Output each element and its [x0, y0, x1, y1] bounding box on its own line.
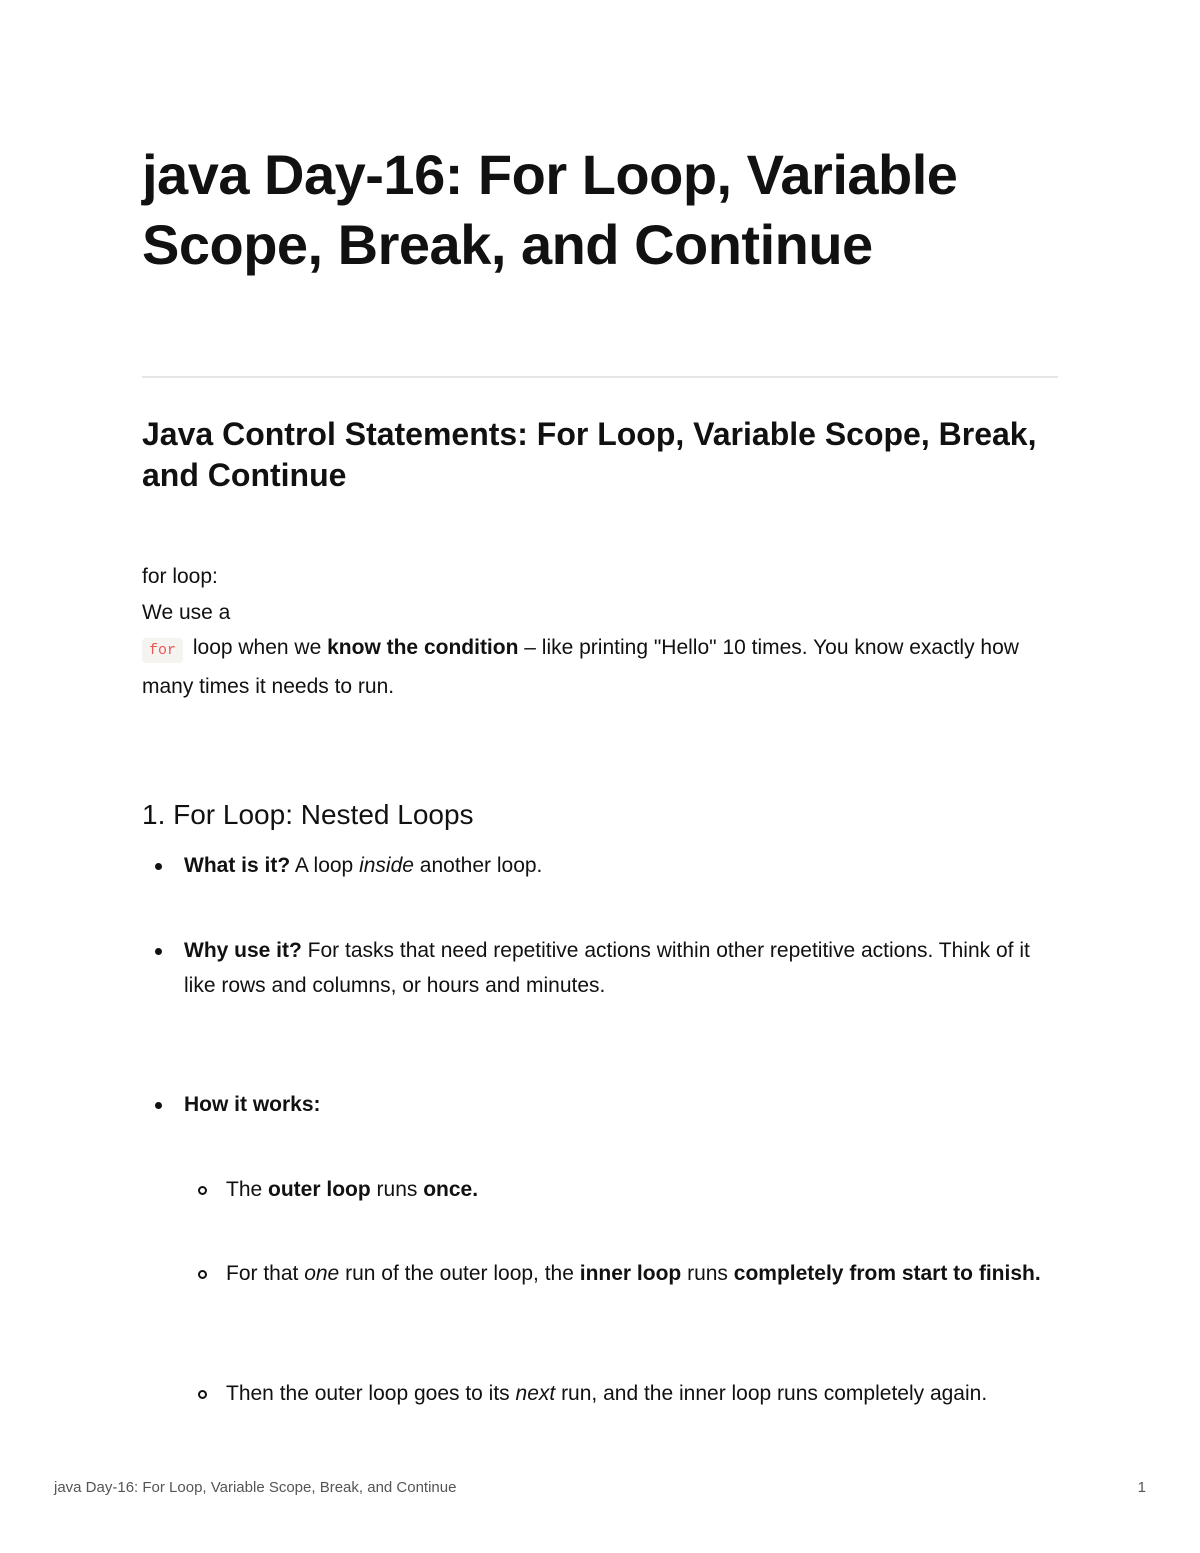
label-why: Why use it?: [184, 939, 302, 962]
intro-line-1: for loop:: [142, 565, 218, 588]
inline-code-for: for: [142, 638, 183, 663]
sub-item-outer-loop: [142, 1172, 1042, 1207]
footer-title: java Day-16: For Loop, Variable Scope, Break, and Continue: [54, 1479, 457, 1496]
list-item-how: [142, 1087, 1042, 1122]
subheading-nested-loops: 1. For Loop: Nested Loops: [142, 799, 474, 830]
section-heading: Java Control Statements: For Loop, Variable Scope, Break, and Continue: [142, 416, 1037, 493]
sub2-emphasis: one: [304, 1262, 340, 1285]
footer-page-number: 1: [1137, 1479, 1146, 1496]
sub3-text-2: run, and the inner loop runs completely again.: [555, 1382, 988, 1405]
sub2-text-1: For that: [226, 1262, 305, 1285]
label-what: What is it?: [184, 854, 291, 877]
bullet-ring-icon: [198, 1270, 207, 1279]
label-how: How it works:: [184, 1093, 321, 1116]
page-title: java Day-16: For Loop, Variable Scope, Break, and Continue: [142, 143, 958, 276]
sub1-bold-1: outer loop: [268, 1178, 371, 1201]
intro-text-2: – like printing "Hello" 10 times. You know exactly how many times it needs to run.: [142, 636, 1019, 698]
bullet-dot-icon: [155, 1102, 162, 1109]
sub2-text-3: runs: [681, 1262, 734, 1285]
sub-item-next-run: [142, 1376, 1042, 1411]
sub1-text-2: runs: [370, 1178, 424, 1201]
bullet-ring-icon: [198, 1186, 207, 1195]
sub2-text-2: run of the outer loop, the: [339, 1262, 580, 1285]
sub2-bold-2: completely from start to finish.: [733, 1262, 1041, 1285]
bullet-dot-icon: [155, 863, 162, 870]
sub1-text-1: The: [226, 1178, 269, 1201]
why-text: For tasks that need repetitive actions within other repetitive actions. Think of it like rows and columns, or hours and minutes.: [184, 939, 1030, 997]
what-text-1: A loop: [290, 854, 360, 877]
sub3-text-1: Then the outer loop goes to its: [226, 1382, 516, 1405]
intro-bold-condition: know the condition: [327, 636, 519, 659]
intro-paragraph: [142, 559, 1042, 704]
sub-item-inner-loop: [142, 1256, 1042, 1291]
divider: [142, 376, 1058, 378]
intro-line-2: We use a: [142, 600, 231, 624]
bullet-ring-icon: [198, 1390, 207, 1399]
intro-text-1: loop when we: [187, 636, 328, 659]
sub3-emphasis: next: [515, 1382, 556, 1405]
sub2-bold-1: inner loop: [579, 1262, 682, 1285]
bullet-dot-icon: [155, 948, 162, 955]
sub1-bold-2: once.: [423, 1178, 479, 1201]
what-text-2: another loop.: [413, 854, 543, 877]
list-item-why: [142, 933, 1042, 1003]
list-item-what: [142, 848, 1042, 883]
emphasis-inside: inside: [359, 854, 414, 877]
